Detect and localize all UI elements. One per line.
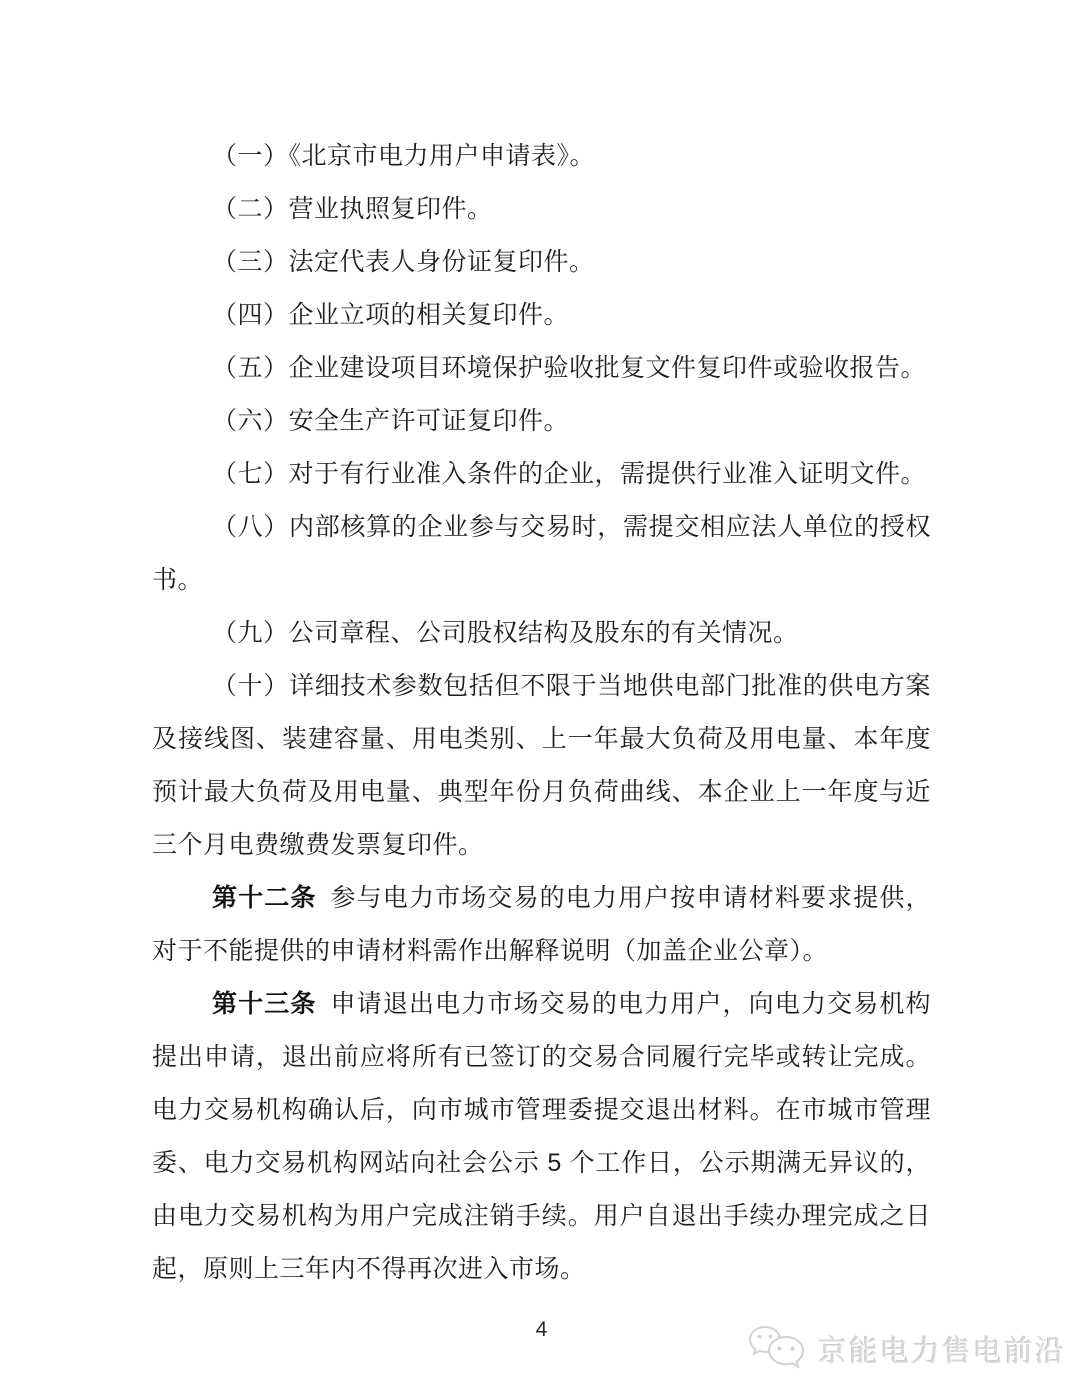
article-paragraph-12 xyxy=(152,872,931,978)
list-item-3: （三）法定代表人身份证复印件。 xyxy=(212,248,595,276)
list-item-1: （一）《北京市电力用户申请表》。 xyxy=(212,142,596,170)
list-item-7: （七）对于有行业准入条件的企业，需提供行业准入证明文件。 xyxy=(212,460,927,488)
list-item-9: （九）公司章程、公司股权结构及股东的有关情况。 xyxy=(212,619,799,647)
list-item-2: （二）营业执照复印件。 xyxy=(212,195,493,223)
watermark xyxy=(748,1325,1066,1373)
article-text: 参与电力市场交易的电力用户按申请材料要求提供，对于不能提供的申请材料需作出解释说明（加盖企业公章）。 xyxy=(152,884,931,965)
article-paragraph-13 xyxy=(152,978,931,1296)
list-item-5: （五）企业建设项目环境保护验收批复文件复印件或验收报告。 xyxy=(212,354,927,382)
wechat-icon xyxy=(748,1325,806,1373)
watermark-text: 京能电力售电前沿 xyxy=(817,1335,1066,1368)
list-item-4: （四）企业立项的相关复印件。 xyxy=(212,301,570,329)
list-item-10: （十）详细技术参数包括但不限于当地供电部门批准的供电方案及接线图、装建容量、用电类别、上一年最大负荷及用电量、本年度预计最大负荷及用电量、典型年份月负荷曲线、本企业上一年度与近三个月电费缴费发票复印件。 xyxy=(152,672,931,859)
document-body xyxy=(152,130,931,1296)
page-number: 4 xyxy=(535,1318,548,1341)
article-text: 申请退出电力市场交易的电力用户，向电力交易机构提出申请，退出前应将所有已签订的交易合同履行完毕或转让完成。电力交易机构确认后，向市城市管理委提交退出材料。在市城市管理委、电力交易机构网站向社会公示 5 个工作日，公示期满无异议的，由电力交易机构为用户完成注销手续。用户自退出手续办理完成之日起，原则上三年内不得再次进入市场。 xyxy=(152,990,931,1283)
list-item-8: （八）内部核算的企业参与交易时，需提交相应法人单位的授权书。 xyxy=(152,513,931,594)
article-label: 第十二条 xyxy=(212,884,317,912)
article-label: 第十三条 xyxy=(212,990,317,1018)
list-item-6: （六）安全生产许可证复印件。 xyxy=(212,407,570,435)
